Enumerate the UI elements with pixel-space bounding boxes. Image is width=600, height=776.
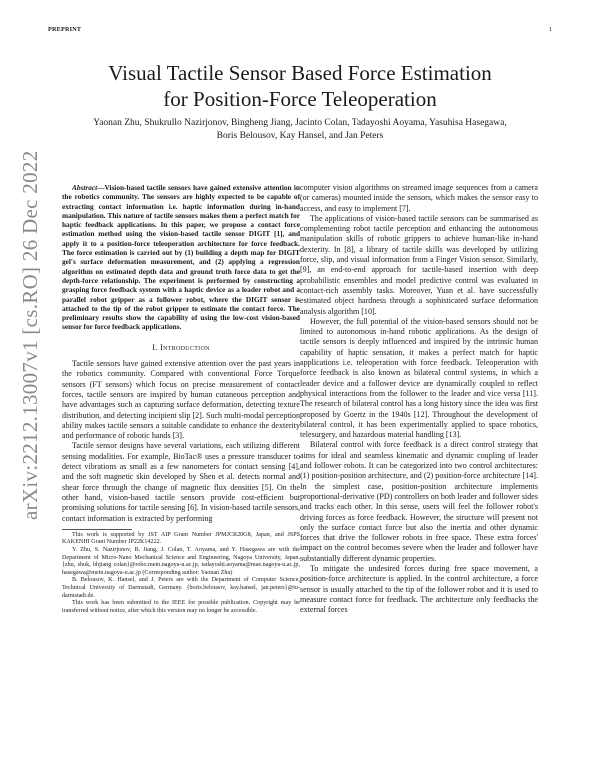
body-paragraph-bilateral-control: Bilateral control with force feedback is a direct control strategy that aims for ideal and seamless kinematic and dynamic coupling of leader and follower robots. It can be categorized into two control architectures: (1) position-position architecture, and (2) position-force architecture [14]. In the simplest case, position-position architecture implements proportional-derivative (PD) controllers on both leader and follower sides and tracks each other. In this sense, users will feel the follower robot's driving forces as force feedback. However, the structure will present not only the surface contact force but also the inertia and other dynamic forces that drive the follower robots in free space. These extra forces' impact on the control becomes severe when the leader and follower have substantially different dynamic properties. <box>300 440 538 563</box>
section-heading-introduction: I. Introduction <box>152 342 210 352</box>
intro-paragraph-2: Tactile sensor designs have several variations, each utilizing different sensing modalities. For example, BioTac® uses a pressure transducer to detect vibrations as small as a few nanometers for contact sensing [4], and the soft magnetic skin developed by Shen et al. detects normal and shear force through the change of magnetic flux densities [5]. On the other hand, vision-based tactile sensors provide cost-efficient but promising solutions for tactile sensing [6]. In vision-based tactile sensors, contact information is extracted by performing <box>62 441 300 523</box>
left-column <box>62 183 300 615</box>
body-paragraph-applications: The applications of vision-based tactile sensors can be summarised as complementing robot tactile perception and enhancing the autonomous manipulation skills of robotic grippers to achieve human-like in-hand dexterity. In [8], a library of tactile skills was developed by utilizing force, slip, and visual information from a Finger Vision sensor. Similarly, [9], an end-to-end approach for tactile-based insertion with deep probabilistic ensembles and model predictive control was evaluated in contact-rich assembly tasks. Moreover, Yuan et al. have successfully estimated object hardness through a sophisticated surface deformation analysis algorithm [10]. <box>300 213 538 316</box>
body-paragraph-position-force: To mitigate the undesired forces during free space movement, a position-force architecture is applied. In the control architecture, a force sensor is usually attached to the tip of the follower robot and it is used to measure contact force for feedback. The architecture only feedbacks the external forces <box>300 563 538 615</box>
footnote-ieee-notice: This work has been submitted to the IEEE for possible publication. Copyright may be transferred without notice, after which this version may no longer be accessible. <box>62 600 300 614</box>
footnotes <box>62 532 300 616</box>
abstract-text: —Vision-based tactile sensors have gained extensive attention in the robotics community. The sensors are highly expected to be capable of extracting contact information i.e. haptic information during in-hand manipulation. This nature of tactile sensors makes them a perfect match for haptic feedback applications. In this paper, we propose a contact force estimation method using the vision-based tactile sensor DIGIT [1], and apply it to a position-force teleoperation architecture for force feedback. The force estimation is carried out by (1) building a depth map for DIGIT gel's surface deformation measurement, and (2) applying a regression algorithm on estimated depth data and ground truth force data to get the depth-force relationship. The experiment is performed by constructing a grasping force feedback system with a haptic device as a leader robot and a parallel robot gripper as a follower robot, where the DIGIT sensor is attached to the tip of the robot gripper to estimate the contact force. The preliminary results show the capability of using the low-cost vision-based sensor for force feedback applications. <box>62 183 300 332</box>
footnote-funding: This work is supported by JST AIP Grant Number JPMJCR20G8, Japan, and JSPS KAKENHI Grant Number JP22K14222. <box>62 531 300 546</box>
abstract <box>62 183 300 332</box>
authors-line-1: Yaonan Zhu, Shukrullo Nazirjonov, Bingheng Jiang, Jacinto Colan, Tadayoshi Aoyama, Yasuhisa Hasegawa, <box>93 118 507 128</box>
right-column <box>300 183 538 615</box>
arxiv-stamp: arXiv:2212.13007v1 [cs.RO] 26 Dec 2022 <box>18 150 42 520</box>
running-header: PREPRINT <box>48 26 82 33</box>
title-line-2: for Position-Force Teleoperation <box>163 87 437 111</box>
paper-title <box>60 60 540 112</box>
footnote-rule <box>62 529 132 530</box>
body-paragraph-potential: However, the full potential of the vision-based sensors should not be limited to autonomous in-hand robotic applications. As the design of tactile sensors is deeply influenced and inspired by the intrinsic human capability of haptic sensation, it makes a perfect match for haptic applications i.e. teleoperation with force feedback. Teleoperation with force feedback is also known as bilateral control systems, in which a leader device and a follower device are dynamically coupled to reflect physical interactions from the follower to the leader and vice versa [11]. The research of bilateral control has a long history since the idea was first proposed by Goertz in the 1940s [12]. Throughout the development of bilateral control, it has been experimentally applied to space robotics, telesurgery, and hazardous material handling [13]. <box>300 316 538 440</box>
footnote-affiliation-darmstadt: B. Belousov, K. Hansel, and J. Peters are with the Department of Computer Science, Technical University of Darmstadt, Germany. {boris.belousov, kay.hansel, jan.peters}@tu-darmstadt.de. <box>62 577 300 599</box>
title-line-1: Visual Tactile Sensor Based Force Estimation <box>108 61 492 85</box>
abstract-label: Abstract <box>72 183 98 192</box>
authors-line-2: Boris Belousov, Kay Hansel, and Jan Peters <box>216 130 384 141</box>
footnote-affiliation-nagoya: Y. Zhu, S. Nazirjonov, B. Jiang, J. Colan, T. Aoyama, and Y. Hasegawa are with the Department of Micro-Nano Mechanical Science and Engineering, Nagoya University, Japan. {zhu, shuk, bhjiang colan}@robo.mein.nagoya-u.ac.jp, tadayoshi.aoyama@mae.nagoya-u.ac.jp, hasegawa@mein.nagoya-u.ac.jp (Corresponding author: Yaonan Zhu) <box>62 546 300 576</box>
page-number: 1 <box>548 26 552 33</box>
intro-paragraph-1: Tactile sensors have gained extensive attention over the past years in the robotics community. Compared with conventional Force Torque sensors (FT sensors) which focus on precise measurement of contact forces, tactile sensors are inspired by human cutaneous perception and have advantages such as capturing surface deformation, detecting texture distribution, and detecting incipient slip [2]. Such multi-modal perception ability makes tactile sensors a suitable candidate to enhance the dexterity and performance of robotic hands [3]. <box>62 359 300 441</box>
body-paragraph-continued: computer vision algorithms on streamed image sequences from a camera (or cameras) mounted inside the sensors, which makes the sensor easy to access, and easy to implement [7]. <box>300 183 538 213</box>
author-list <box>70 117 530 142</box>
